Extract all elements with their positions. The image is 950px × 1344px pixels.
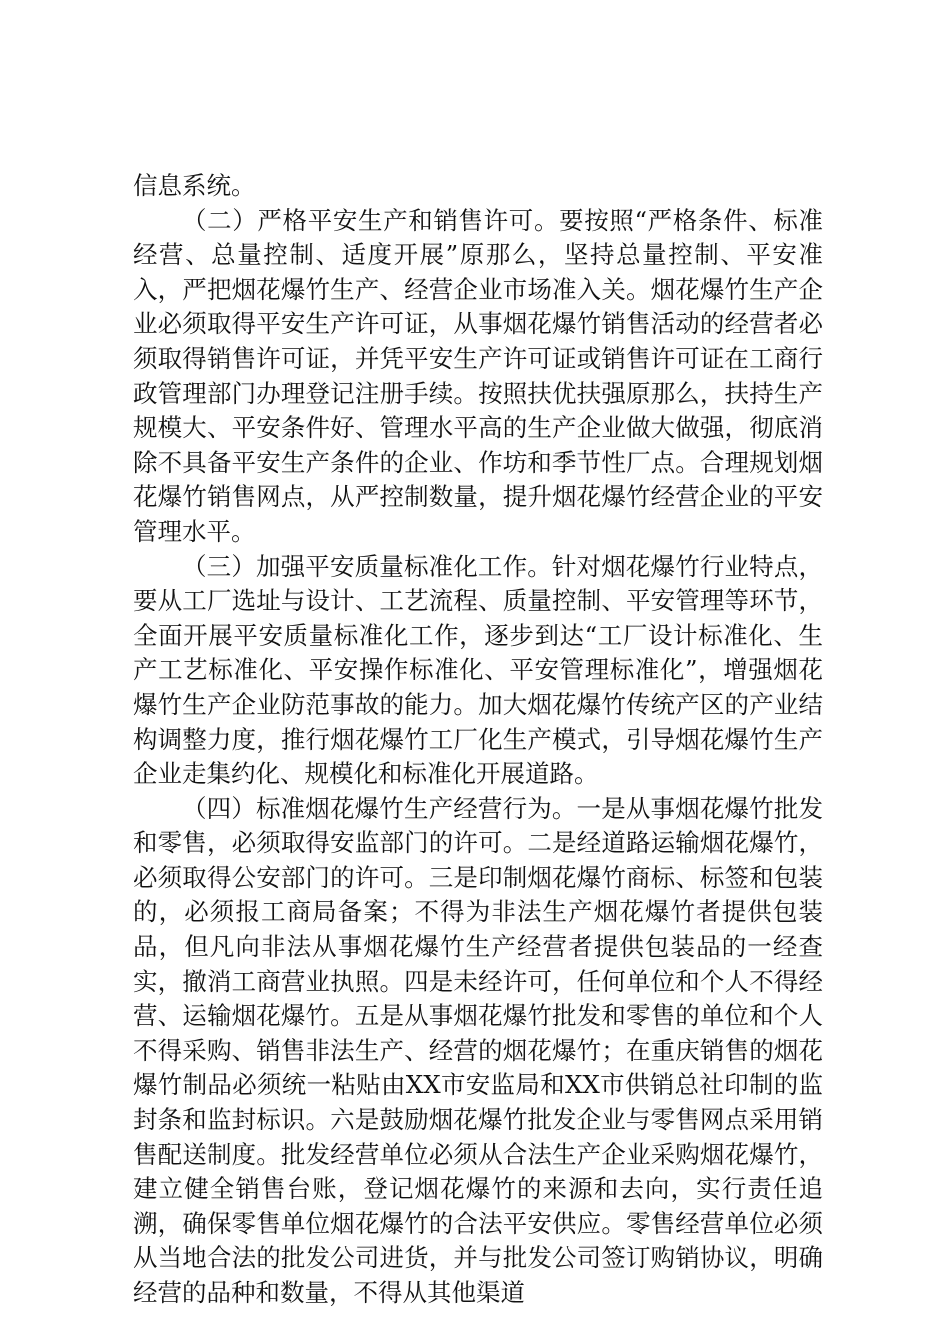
paragraph-continuation: 信息系统。 — [133, 171, 256, 200]
document-body — [133, 169, 823, 1311]
paragraph-section-3-standardization: （三）加强平安质量标准化工作。针对烟花爆竹行业特点，要从工厂选址与设计、工艺流程、质量控制、平安管理等环节，全面开展平安质量标准化工作，逐步到达“工厂设计标准化、生产工艺标准化、平安操作标准化、平安管理标准化”，增强烟花爆竹生产企业防范事故的能力。加大烟花爆竹传统产区的产业结构调整力度，推行烟花爆竹工厂化生产模式，引导烟花爆竹生产企业走集约化、规模化和标准化开展道路。 — [133, 551, 823, 789]
paragraph-section-4-business-conduct: （四）标准烟花爆竹生产经营行为。一是从事烟花爆竹批发和零售，必须取得安监部门的许可。二是经道路运输烟花爆竹，必须取得公安部门的许可。三是印制烟花爆竹商标、标签和包装的，必须报工商局备案；不得为非法生产烟花爆竹者提供包装品，但凡向非法从事烟花爆竹生产经营者提供包装品的一经查实，撤消工商营业执照。四是未经许可，任何单位和个人不得经营、运输烟花爆竹。五是从事烟花爆竹批发和零售的单位和个人不得采购、销售非法生产、经营的烟花爆竹；在重庆销售的烟花爆竹制品必须统一粘贴由XX市安监局和XX市供销总社印制的监封条和监封标识。六是鼓励烟花爆竹批发企业与零售网点采用销售配送制度。批发经营单位必须从合法生产企业采购烟花爆竹，建立健全销售台账，登记烟花爆竹的来源和去向，实行责任追溯，确保零售单位烟花爆竹的合法平安供应。零售经营单位必须从当地合法的批发公司进货，并与批发公司签订购销协议，明确经营的品种和数量，不得从其他渠道 — [133, 793, 823, 1307]
paragraph-section-2-sales-permit: （二）严格平安生产和销售许可。要按照“严格条件、标准经营、总量控制、适度开展”原那么，坚持总量控制、平安准入，严把烟花爆竹生产、经营企业市场准入关。烟花爆竹生产企业必须取得平安生产许可证，从事烟花爆竹销售活动的经营者必须取得销售许可证，并凭平安生产许可证或销售许可证在工商行政管理部门办理登记注册手续。按照扶优扶强原那么，扶持生产规模大、平安条件好、管理水平高的生产企业做大做强，彻底消除不具备平安生产条件的企业、作坊和季节性厂点。合理规划烟花爆竹销售网点，从严控制数量，提升烟花爆竹经营企业的平安管理水平。 — [133, 205, 823, 546]
